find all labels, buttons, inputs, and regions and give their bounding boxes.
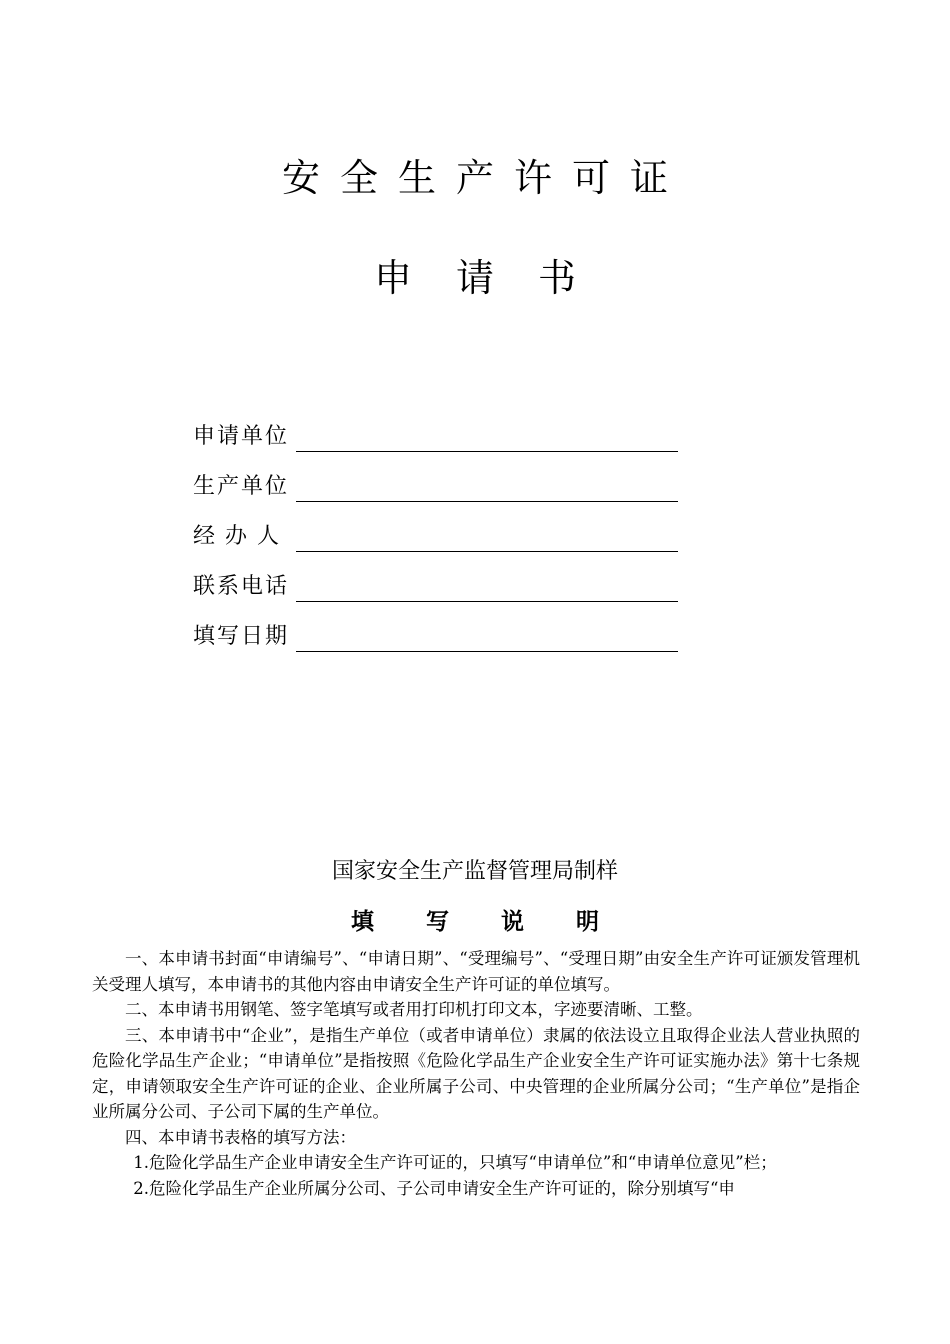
field-label: 联系电话 (193, 574, 290, 599)
field-blank-line[interactable] (296, 421, 678, 452)
instruction-paragraph: 二、本申请书用钢笔、签字笔填写或者用打印机打印文本，字迹要清晰、工整。 (125, 1000, 703, 1019)
field-blank-line[interactable] (296, 621, 678, 652)
cover-subtitle: 申请书 (373, 256, 620, 300)
field-blank-line[interactable] (296, 471, 678, 502)
field-blank-line[interactable] (296, 521, 678, 552)
instructions-body (92, 946, 860, 1201)
field-phone[interactable] (193, 556, 683, 606)
instructions-title: 填写说明 (351, 909, 651, 935)
instruction-paragraph: 2.危险化学品生产企业所属分公司、子公司申请安全生产许可证的，除分别填写“申 (133, 1178, 735, 1198)
field-fill-date[interactable] (193, 606, 683, 656)
cover-title: 安全生产许可证 (281, 156, 688, 200)
issuer-text: 国家安全生产监督管理局制样 (331, 859, 618, 884)
field-handler[interactable] (193, 506, 683, 556)
field-applicant-unit[interactable] (193, 406, 683, 456)
instruction-paragraph: 一、本申请书封面“申请编号”、“申请日期”、“受理编号”、“受理日期”由安全生产许可证颁发管理机关受理人填写，本申请书的其他内容由申请安全生产许可证的单位填写。 (92, 949, 860, 994)
cover-form (193, 406, 683, 656)
instruction-paragraph: 三、本申请书中“企业”，是指生产单位（或者申请单位）隶属的依法设立且取得企业法人营业执照的危险化学品生产企业；“申请单位”是指按照《危险化学品生产企业安全生产许可证实施办法》第十七条规定，申请领取安全生产许可证的企业、企业所属子公司、中央管理的企业所属分公司；“生产单位”是指企业所属分公司、子公司下属的生产单位。 (92, 1025, 860, 1121)
instruction-paragraph: 四、本申请书表格的填写方法： (125, 1127, 356, 1147)
field-production-unit[interactable] (193, 456, 683, 506)
field-label: 填写日期 (193, 624, 290, 649)
instruction-paragraph: 1.危险化学品生产企业申请安全生产许可证的，只填写“申请单位”和“申请单位意见”栏； (133, 1153, 777, 1172)
field-label: 申请单位 (193, 424, 290, 449)
field-label: 经办人 (193, 524, 290, 549)
field-blank-line[interactable] (296, 571, 678, 602)
field-label: 生产单位 (193, 474, 290, 499)
